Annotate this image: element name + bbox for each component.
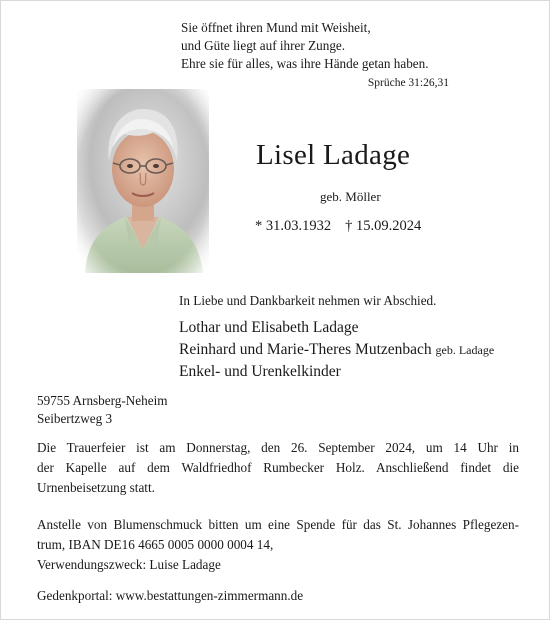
death-date: † 15.09.2024 bbox=[345, 218, 422, 234]
verse-line-3: Ehre sie für alles, was ihre Hände getan haben. bbox=[181, 56, 429, 71]
life-dates bbox=[255, 218, 421, 235]
maiden-name: geb. Möller bbox=[320, 189, 381, 204]
funeral-info bbox=[37, 438, 519, 498]
donation-line-3: Verwendungszweck: Luise Ladage bbox=[37, 557, 221, 572]
mourner-line-1: Lothar und Elisabeth Ladage bbox=[179, 319, 359, 336]
donation-line-1: Anstelle von Blumenschmuck bitten um eine Spende für das St. Johannes Pflegezen- bbox=[37, 517, 519, 532]
bible-verse bbox=[181, 19, 429, 73]
verse-reference: Sprüche 31:26,31 bbox=[367, 77, 449, 89]
verse-line-1: Sie öffnet ihren Mund mit Weisheit, bbox=[181, 20, 371, 35]
deceased-name: Lisel Ladage bbox=[256, 139, 411, 171]
funeral-line-3: Urnenbeisetzung statt. bbox=[37, 480, 155, 495]
memorial-portal: Gedenkportal: www.bestattungen-zimmermann.de bbox=[37, 588, 304, 603]
mourner-line-2 bbox=[179, 341, 494, 359]
donation-line-2: trum, IBAN DE16 4665 0005 0000 0004 14, bbox=[37, 537, 274, 552]
mourner-line-2-main: Reinhard und Marie-Theres Mutzenbach bbox=[179, 341, 432, 358]
address-street: Seibertzweg 3 bbox=[37, 411, 113, 426]
verse-line-2: und Güte liegt auf ihrer Zunge. bbox=[181, 38, 346, 53]
address-city: 59755 Arnsberg-Neheim bbox=[37, 393, 168, 408]
mourner-line-3: Enkel- und Urenkelkinder bbox=[179, 363, 341, 380]
donation-info bbox=[37, 515, 519, 575]
farewell-text: In Liebe und Dankbarkeit nehmen wir Abschied. bbox=[179, 293, 437, 308]
birth-date: * 31.03.1932 bbox=[255, 218, 332, 234]
funeral-line-1: Die Trauerfeier ist am Donnerstag, den 26. September 2024, um 14 Uhr in bbox=[37, 440, 519, 455]
portrait-photo bbox=[77, 89, 209, 273]
mourner-line-2-maiden: geb. Ladage bbox=[435, 343, 495, 357]
funeral-line-2: der Kapelle auf dem Waldfriedhof Rumbecker Holz. Anschließend findet die bbox=[37, 460, 519, 475]
